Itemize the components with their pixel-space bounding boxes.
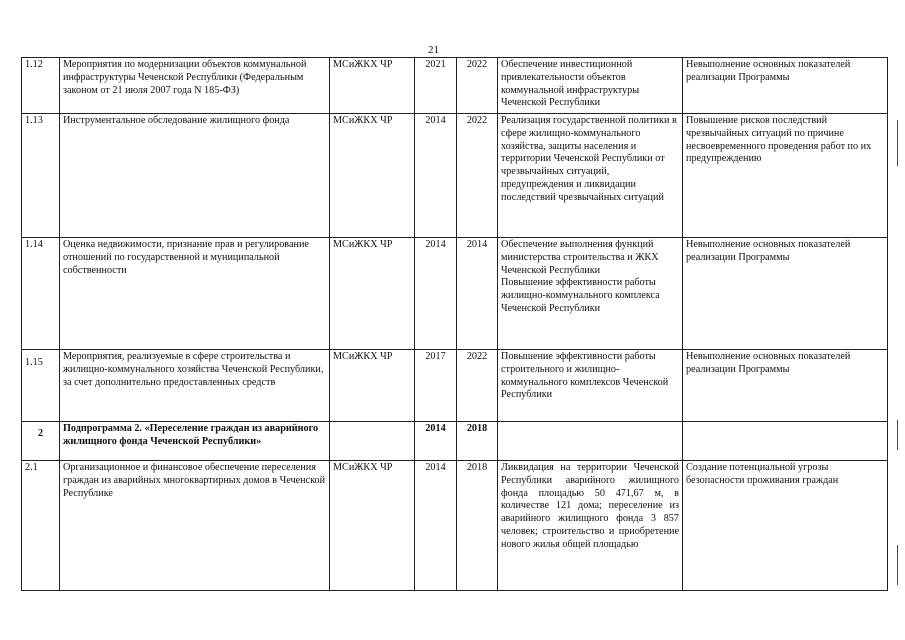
expected-result-extra: Повышение эффективности работы жилищно-коммунального комплекса Чеченской Республики (501, 277, 660, 314)
expected-result: Обеспечение инвестиционной привлекательности объектов коммунальной инфраструктуры Чеченской Республики (498, 58, 683, 114)
expected-result: Обеспечение выполнения функций министерства строительства и ЖКХ Чеченской Республики (501, 239, 659, 276)
scan-edge-mark (897, 545, 898, 585)
scan-edge-mark (897, 120, 898, 166)
subprogram-row (22, 422, 888, 461)
measure-name: Инструментальное обследование жилищного фонда (60, 114, 330, 238)
page-number: 21 (428, 44, 439, 56)
non-implementation-consequence: Создание потенциальной угрозы безопасности проживания граждан (683, 461, 888, 591)
end-year: 2018 (457, 461, 498, 591)
subprogram-title: Подпрограмма 2. «Переселение граждан из аварийного жилищного фонда Чеченской Республики» (60, 422, 330, 461)
start-year: 2014 (415, 114, 457, 238)
row-number: 1.12 (22, 58, 60, 114)
row-number: 2.1 (22, 461, 60, 591)
start-year: 2014 (415, 422, 457, 461)
end-year: 2022 (457, 58, 498, 114)
row-number: 1.13 (22, 114, 60, 238)
non-implementation-consequence (683, 422, 888, 461)
expected-result (498, 422, 683, 461)
table-row (22, 114, 888, 238)
start-year: 2014 (415, 461, 457, 591)
executor: МСиЖКХ ЧР (330, 114, 415, 238)
executor: МСиЖКХ ЧР (330, 350, 415, 422)
table-row (22, 350, 888, 422)
end-year: 2022 (457, 114, 498, 238)
table-row (22, 461, 888, 591)
start-year: 2014 (415, 238, 457, 350)
expected-result: Повышение эффективности работы строительного и жилищно-коммунального комплексов Чеченской Республики (498, 350, 683, 422)
measure-name: Мероприятия по модернизации объектов коммунальной инфраструктуры Чеченской Республики (Федеральным законом от 21 июля 2007 года N 185-ФЗ) (60, 58, 330, 114)
measures-table (21, 57, 888, 591)
measure-name: Мероприятия, реализуемые в сфере строительства и жилищно-коммунального хозяйства Чеченской Республики, за счет дополнительно предоставленных средств (60, 350, 330, 422)
executor: МСиЖКХ ЧР (330, 58, 415, 114)
non-implementation-consequence: Невыполнение основных показателей реализации Программы (683, 58, 888, 114)
expected-result: Реализация государственной политики в сфере жилищно-коммунального хозяйства, защиты населения и территории Чеченской Республики от чрезвычайных ситуаций, предупреждения и ликвидации последствий чрезвычайных ситуаций (498, 114, 683, 238)
end-year: 2022 (457, 350, 498, 422)
non-implementation-consequence: Невыполнение основных показателей реализации Программы (683, 238, 888, 350)
table-row (22, 238, 888, 350)
row-number: 1.14 (22, 238, 60, 350)
non-implementation-consequence: Повышение рисков последствий чрезвычайных ситуаций по причине несвоевременного проведения работ по их предупреждению (683, 114, 888, 238)
scan-edge-mark (897, 420, 898, 450)
expected-result-cell (498, 238, 683, 350)
expected-result: Ликвидация на территории Чеченской Республики аварийного жилищного фонда площадью 50 471,67 м, в количестве 121 дома; переселение из аварийного жилищного фонда 3 857 человек; строительство и приобретение нового жилья общей площадью (498, 461, 683, 591)
executor (330, 422, 415, 461)
row-number: 1.15 (22, 350, 60, 422)
executor: МСиЖКХ ЧР (330, 461, 415, 591)
executor: МСиЖКХ ЧР (330, 238, 415, 350)
start-year: 2021 (415, 58, 457, 114)
measure-name: Оценка недвижимости, признание прав и регулирование отношений по государственной и муниципальной собственности (60, 238, 330, 350)
end-year: 2014 (457, 238, 498, 350)
measure-name: Организационное и финансовое обеспечение переселения граждан из аварийных многоквартирных домов в Чеченской Республике (60, 461, 330, 591)
row-number: 2 (22, 422, 60, 461)
end-year: 2018 (457, 422, 498, 461)
table-row (22, 58, 888, 114)
start-year: 2017 (415, 350, 457, 422)
non-implementation-consequence: Невыполнение основных показателей реализации Программы (683, 350, 888, 422)
